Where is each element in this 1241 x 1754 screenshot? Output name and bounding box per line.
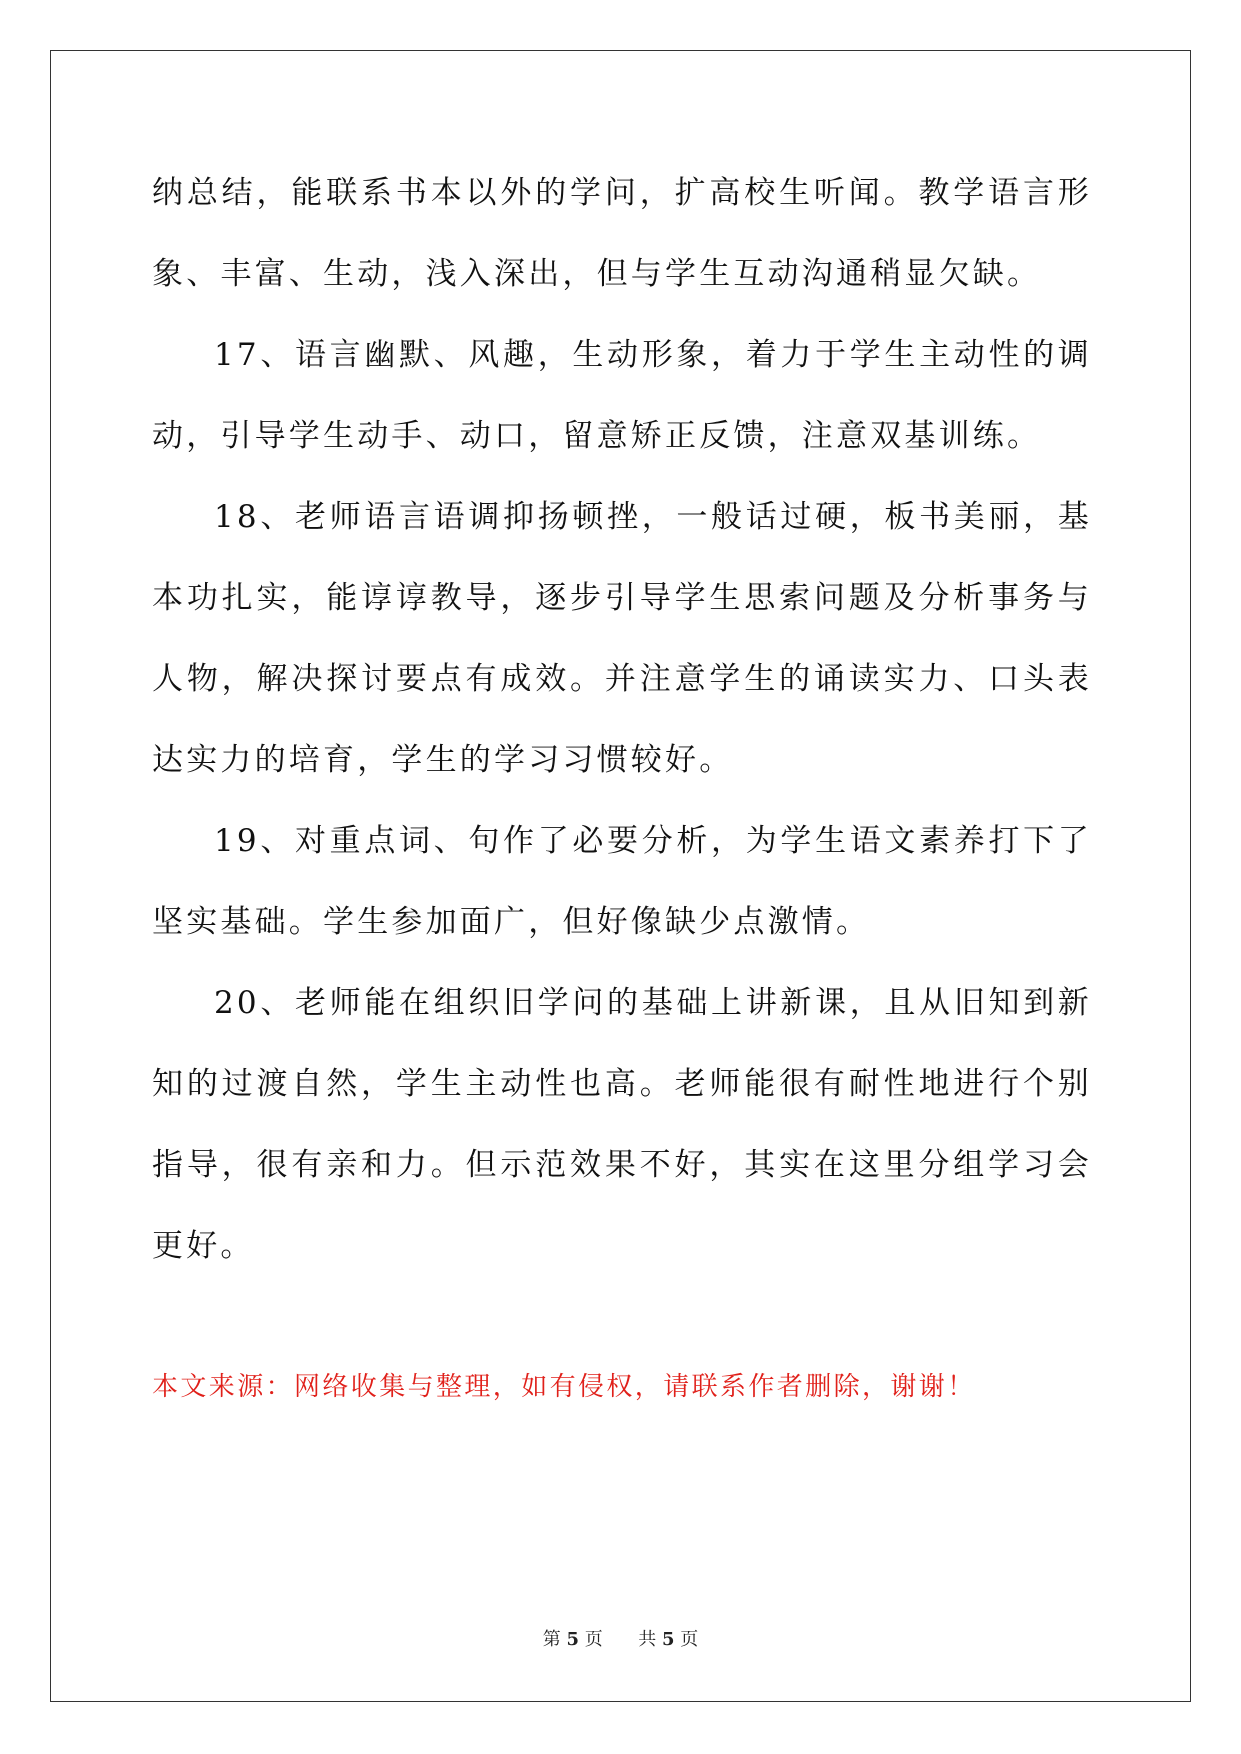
page-number-total: 共 5 页: [638, 1629, 699, 1650]
paragraph-18: 18、老师语言语调抑扬顿挫，一般话过硬，板书美丽，基本功扎实，能谆谆教导，逐步引导学生思索问题及分析事务与人物，解决探讨要点有成效。并注意学生的诵读实力、口头表达实力的培育，学生的学习习惯较好。: [152, 499, 1092, 778]
document-body: [152, 160, 1092, 1407]
page-number-current: 第 5 页: [542, 1629, 603, 1650]
paragraph-continued: 纳总结，能联系书本以外的学问，扩高校生听闻。教学语言形象、丰富、生动，浅入深出，但与学生互动沟通稍显欠缺。: [152, 175, 1092, 292]
paragraph-17: 17、语言幽默、风趣，生动形象，着力于学生主动性的调动，引导学生动手、动口，留意矫正反馈，注意双基训练。: [152, 337, 1092, 454]
source-note: 本文来源：网络收集与整理，如有侵权，请联系作者删除，谢谢！: [152, 1372, 976, 1402]
paragraph-20: 20、老师能在组织旧学问的基础上讲新课，且从旧知到新知的过渡自然，学生主动性也高。老师能很有耐性地进行个别指导，很有亲和力。但示范效果不好，其实在这里分组学习会更好。: [152, 985, 1092, 1264]
page-footer: [0, 1625, 1241, 1651]
paragraph-19: 19、对重点词、句作了必要分析，为学生语文素养打下了坚实基础。学生参加面广，但好像缺少点激情。: [152, 823, 1092, 940]
